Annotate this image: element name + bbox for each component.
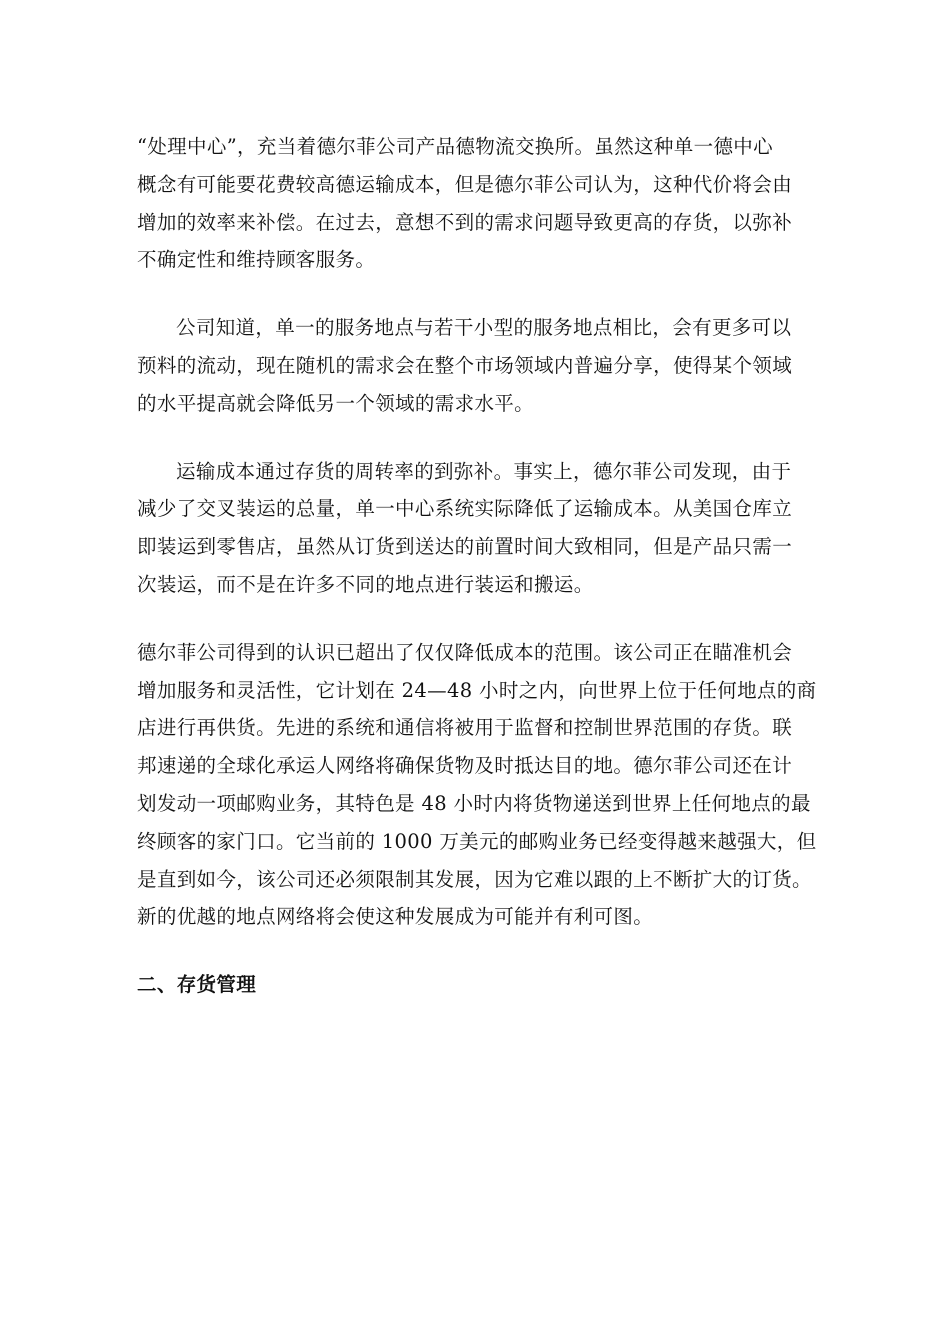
paragraph-line: 增加服务和灵活性，它计划在 24—48 小时之内，向世界上位于任何地点的商 — [137, 678, 817, 702]
paragraph-line: 概念有可能要花费较高德运输成本，但是德尔菲公司认为，这种代价将会由 — [137, 172, 793, 196]
paragraph-line: 划发动一项邮购业务，其特色是 48 小时内将货物递送到世界上任何地点的最 — [137, 791, 811, 815]
paragraph-line: 德尔菲公司得到的认识已超出了仅仅降低成本的范围。该公司正在瞄准机会 — [137, 640, 793, 664]
paragraph-line: 次装运，而不是在许多不同的地点进行装运和搬运。 — [137, 572, 594, 596]
paragraph-line: 不确定性和维持顾客服务。 — [137, 248, 376, 272]
paragraph-line: 预料的流动，现在随机的需求会在整个市场领域内普遍分享，使得某个领域 — [137, 353, 793, 377]
paragraph-line: 运输成本通过存货的周转率的到弥补。事实上，德尔菲公司发现，由于 — [176, 459, 792, 483]
paragraph-line: 新的优越的地点网络将会使这种发展成为可能并有利可图。 — [137, 905, 654, 929]
paragraph-spacer — [137, 936, 819, 966]
paragraph-line: 的水平提高就会降低另一个领域的需求水平。 — [137, 391, 535, 415]
paragraph-line: 即装运到零售店，虽然从订货到送达的前置时间大致相同，但是产品只需一 — [137, 535, 793, 559]
paragraph-3 — [137, 453, 819, 604]
paragraph-spacer — [137, 604, 819, 634]
paragraph-line: 店进行再供货。先进的系统和通信将被用于监督和控制世界范围的存货。联 — [137, 716, 793, 740]
paragraph-line: 增加的效率来补偿。在过去，意想不到的需求问题导致更高的存货，以弥补 — [137, 210, 793, 234]
paragraph-line: 减少了交叉装运的总量，单一中心系统实际降低了运输成本。从美国仓库立 — [137, 497, 793, 521]
section-heading: 二、存货管理 — [137, 973, 257, 997]
paragraph-line: 公司知道，单一的服务地点与若干小型的服务地点相比，会有更多可以 — [176, 316, 792, 340]
paragraph-4 — [137, 634, 819, 936]
paragraph-2 — [137, 309, 819, 422]
document-body — [137, 128, 819, 1004]
paragraph-line: “处理中心”，充当着德尔菲公司产品德物流交换所。虽然这种单一德中心 — [137, 135, 773, 158]
paragraph-spacer — [137, 279, 819, 309]
paragraph-1 — [137, 128, 819, 279]
paragraph-spacer — [137, 423, 819, 453]
paragraph-line: 终顾客的家门口。它当前的 1000 万美元的邮购业务已经变得越来越强大，但 — [137, 829, 817, 853]
paragraph-line: 是直到如今，该公司还必须限制其发展，因为它难以跟的上不断扩大的订货。 — [137, 867, 812, 891]
paragraph-line: 邦速递的全球化承运人网络将确保货物及时抵达目的地。德尔菲公司还在计 — [137, 754, 793, 778]
